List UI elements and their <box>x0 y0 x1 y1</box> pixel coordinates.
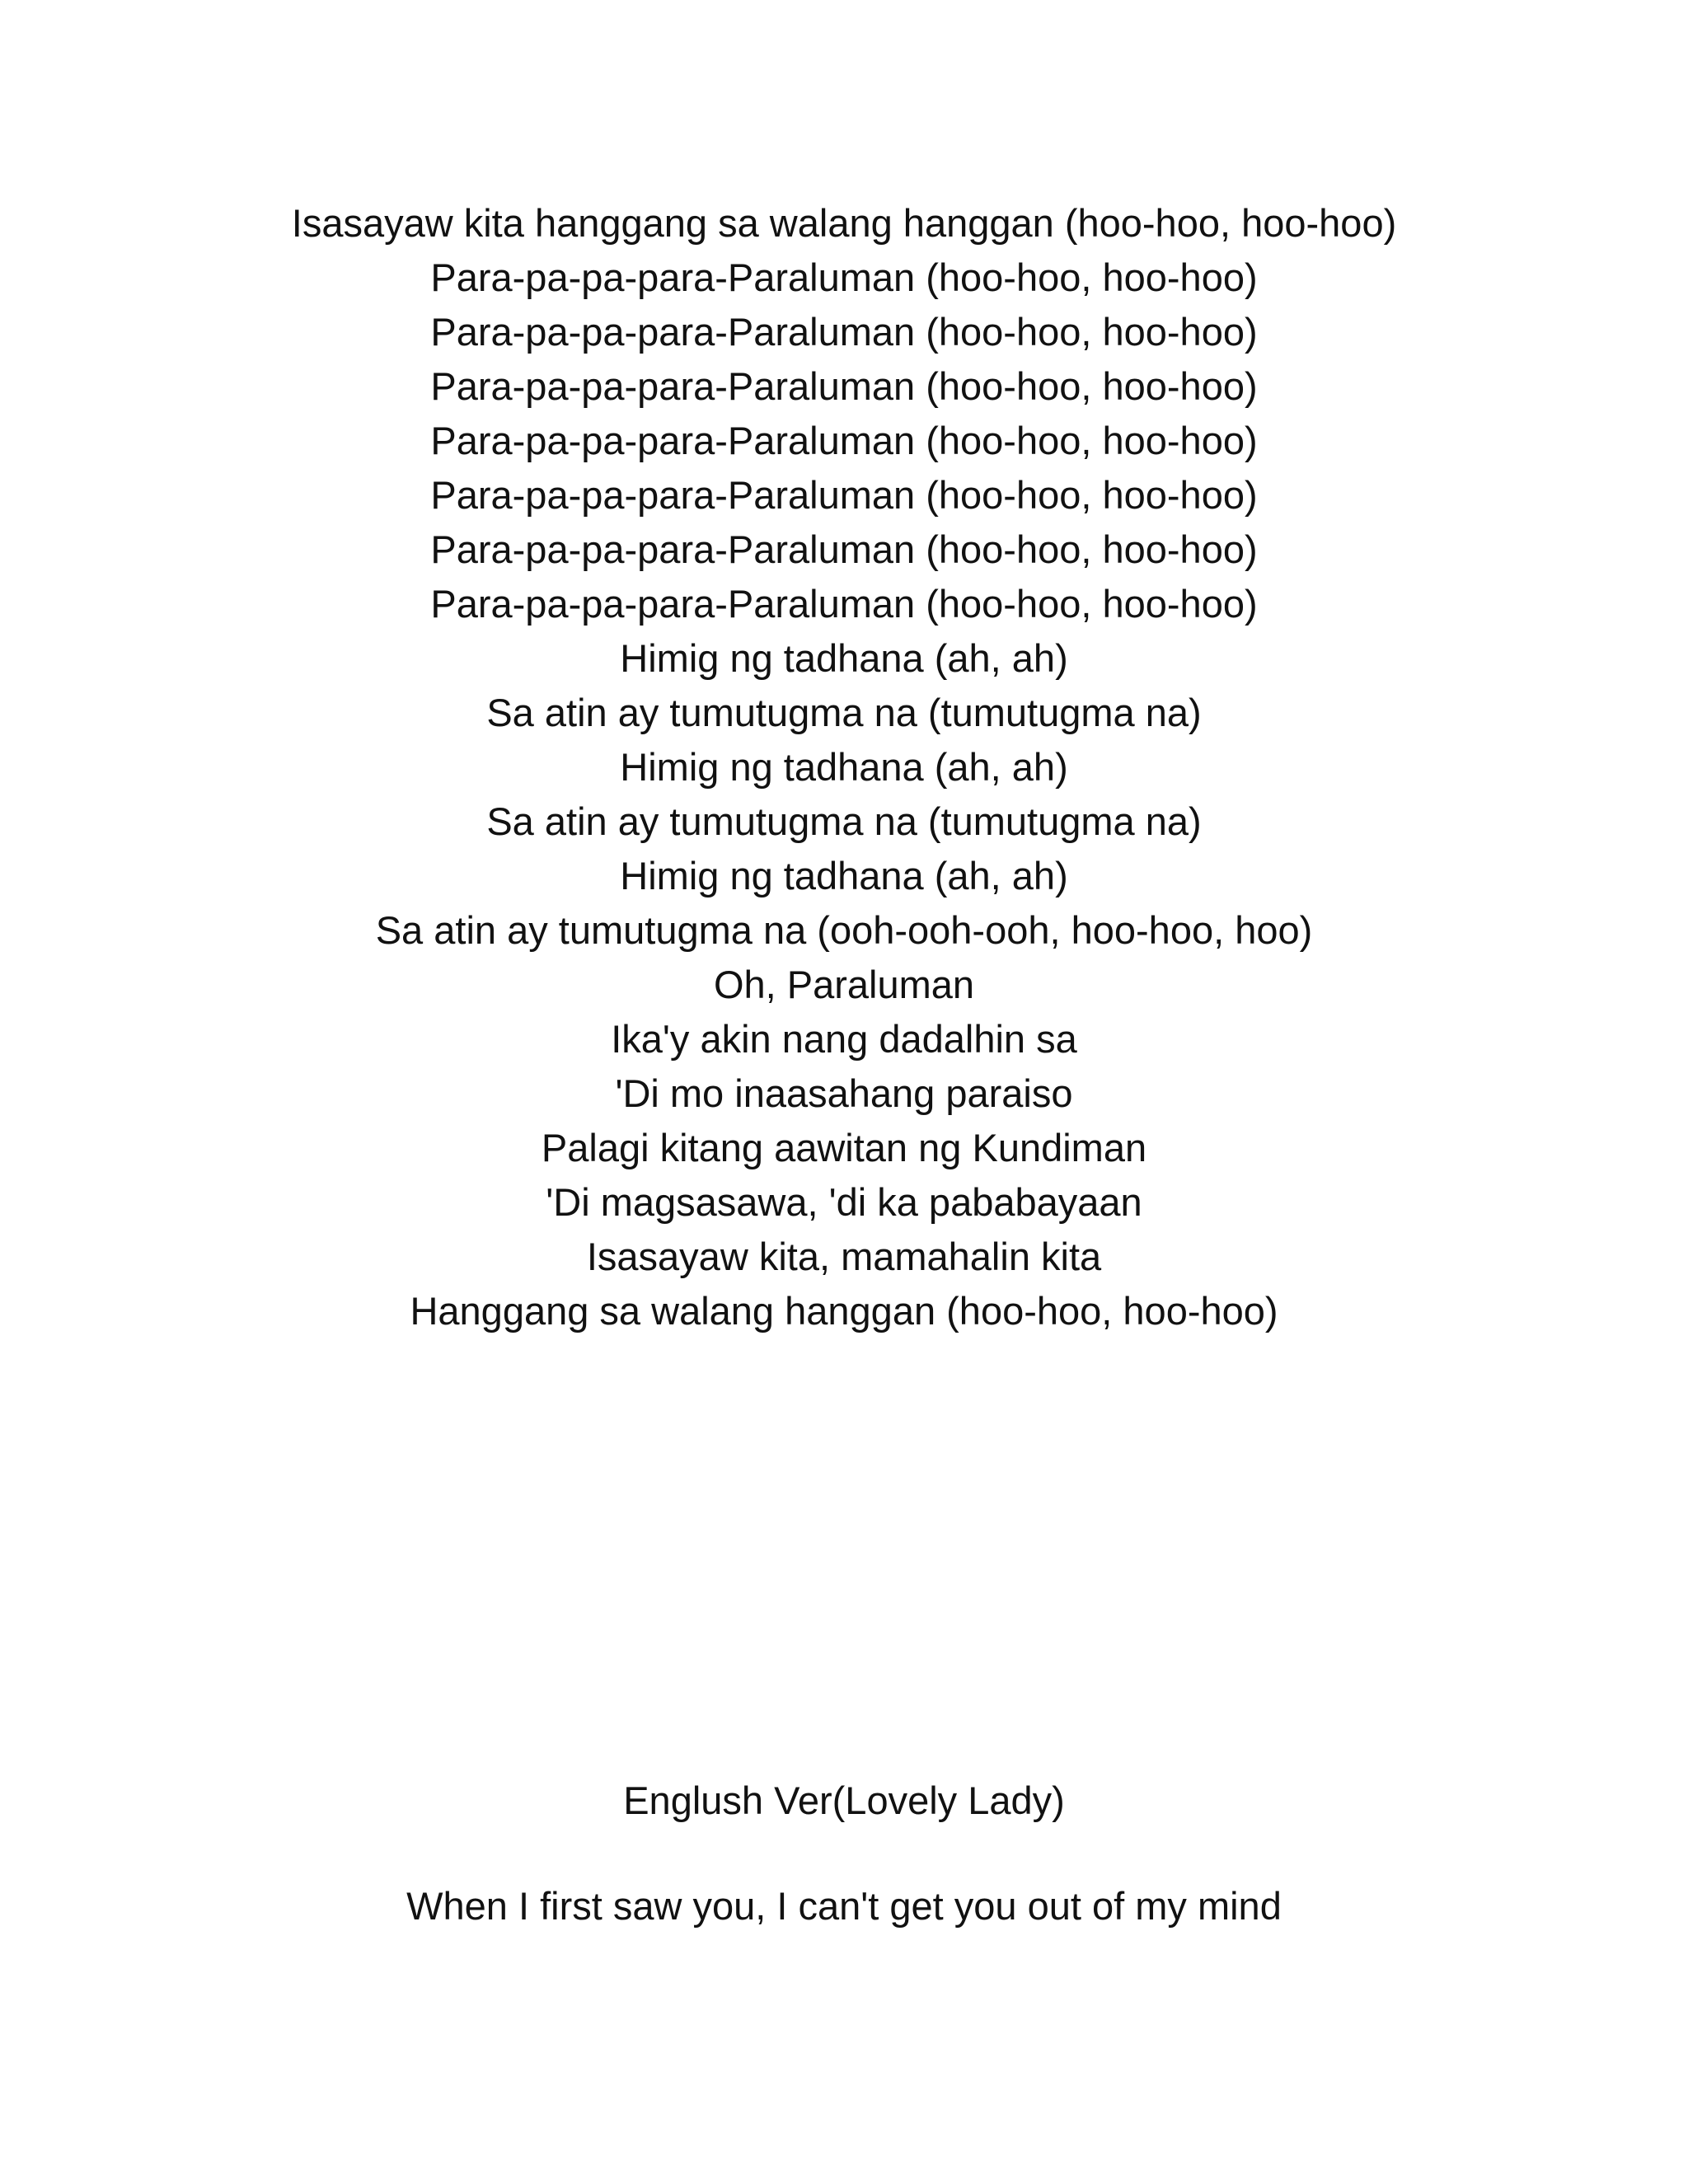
lyric-line: Para-pa-pa-para-Paraluman (hoo-hoo, hoo-hoo) <box>430 255 1258 299</box>
lyric-line: Oh, Paraluman <box>713 963 975 1006</box>
lyric-line: Himig ng tadhana (ah, ah) <box>620 745 1068 789</box>
lyric-line: Para-pa-pa-para-Paraluman (hoo-hoo, hoo-hoo) <box>430 473 1258 517</box>
lyric-line: Himig ng tadhana (ah, ah) <box>620 636 1068 680</box>
lyric-line: Ika'y akin nang dadalhin sa <box>611 1017 1077 1061</box>
lyric-line: 'Di magsasawa, 'di ka pababayaan <box>546 1180 1142 1224</box>
lyric-line: Para-pa-pa-para-Paraluman (hoo-hoo, hoo-hoo) <box>430 364 1258 408</box>
lyric-line: Para-pa-pa-para-Paraluman (hoo-hoo, hoo-hoo) <box>430 582 1258 626</box>
lyric-line: Isasayaw kita, mamahalin kita <box>586 1235 1102 1278</box>
lyric-line: Sa atin ay tumutugma na (tumutugma na) <box>486 691 1202 734</box>
english-version-title: Englush Ver(Lovely Lady) <box>623 1779 1065 1822</box>
lyric-line: Sa atin ay tumutugma na (ooh-ooh-ooh, hoo-hoo, hoo) <box>375 908 1313 952</box>
lyric-line: Isasayaw kita hanggang sa walang hanggan (hoo-hoo, hoo-hoo) <box>291 201 1397 245</box>
english-lyrics-block <box>0 1879 1688 1933</box>
lyric-line: Para-pa-pa-para-Paraluman (hoo-hoo, hoo-hoo) <box>430 527 1258 571</box>
lyric-line: Para-pa-pa-para-Paraluman (hoo-hoo, hoo-hoo) <box>430 419 1258 462</box>
lyric-line: Palagi kitang aawitan ng Kundiman <box>541 1126 1147 1169</box>
lyrics-block <box>0 196 1688 1338</box>
lyric-line: Hanggang sa walang hanggan (hoo-hoo, hoo-hoo) <box>410 1289 1278 1333</box>
lyric-line: Sa atin ay tumutugma na (tumutugma na) <box>486 799 1202 843</box>
lyric-line: 'Di mo inaasahang paraiso <box>615 1071 1073 1115</box>
lyric-line: Para-pa-pa-para-Paraluman (hoo-hoo, hoo-hoo) <box>430 310 1258 354</box>
lyric-line: Himig ng tadhana (ah, ah) <box>620 854 1068 898</box>
english-lyric-line: When I first saw you, I can't get you out of my mind <box>406 1884 1282 1928</box>
